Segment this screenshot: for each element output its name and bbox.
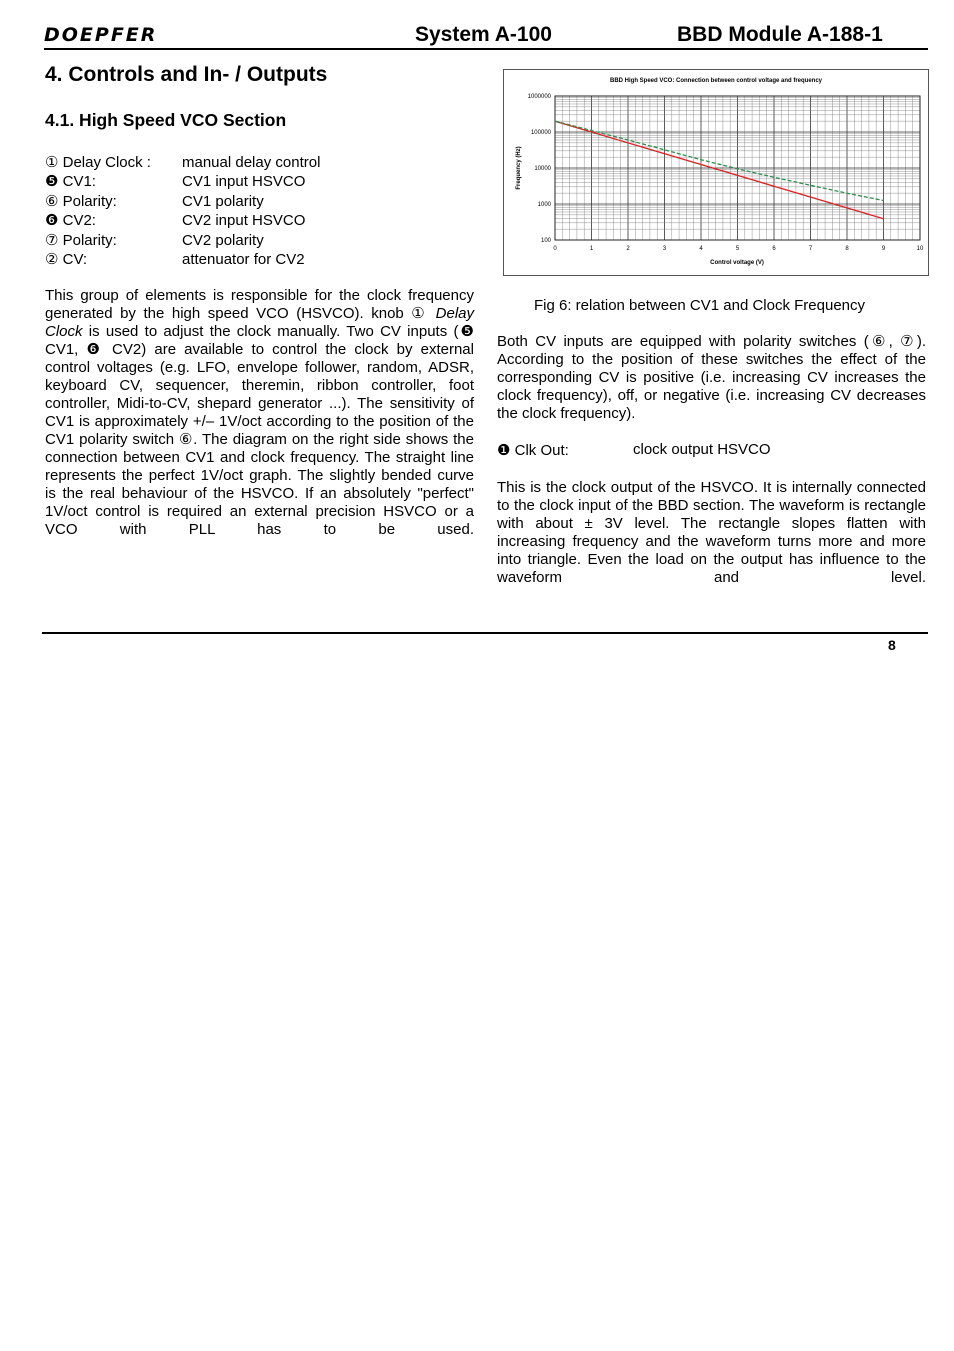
x-tick-label: 10 [916, 246, 924, 252]
frequency-chart-svg [504, 70, 928, 275]
chart-ylabel: Frequency (Hz) [516, 146, 522, 190]
y-tick-label: 1000 [537, 202, 551, 208]
left-paragraph [45, 287, 474, 539]
figure-caption: Fig 6: relation between CV1 and Clock Frequency [534, 297, 866, 314]
doepfer-logo: DOEPFER [44, 24, 158, 46]
delay-clock-term: Delay Clock [45, 305, 474, 340]
chart-xlabel: Control voltage (V) [710, 260, 764, 266]
left-paragraph-part1: This group of elements is responsible for the clock frequency generated by the high speed VCO (HSVCO). knob ① [45, 287, 474, 322]
control-value: CV2 input HSVCO [182, 212, 306, 230]
y-tick-label: 1000000 [527, 94, 551, 100]
control-value: CV1 input HSVCO [182, 173, 306, 191]
clk-out-key: ❶ Clk Out: [497, 442, 569, 459]
control-key: ② CV: [45, 250, 88, 268]
x-tick-label: 3 [662, 246, 667, 252]
page-number: 8 [888, 637, 896, 653]
control-value: attenuator for CV2 [182, 250, 305, 268]
control-key: ⑥ Polarity: [45, 192, 117, 210]
control-key: ① Delay Clock : [45, 154, 151, 171]
footer-rule [42, 632, 928, 634]
header-system: System A-100 [415, 23, 552, 46]
control-value: CV1 polarity [182, 192, 264, 210]
y-tick-label: 100 [540, 238, 551, 244]
control-value: CV2 polarity [182, 231, 264, 249]
frequency-chart [503, 69, 929, 276]
clk-out-value: clock output HSVCO [633, 441, 771, 458]
x-tick-label: 6 [772, 246, 776, 252]
left-paragraph-part2: is used to adjust the clock manually. Two CV inputs (❺ CV1, ❻ CV2) are available to control the clock by external control voltages (e.g. LFO, envelope follower, random, ADSR, keyboard CV, sequencer, theremin, ribbon controller, foot controller, Midi-to-CV, shepard generator ...). The sensitivity of CV1 is approximately +/– 1V/oct according to the position of the CV1 polarity switch ⑥. The diagram on the right side shows the connection between CV1 and clock frequency. The straight line represents the perfect 1V/oct graph. The slightly bended curve is the real behaviour of the HSVCO. If an absolutely "perfect" 1V/oct control is required an external precision HSVCO or a VCO with PLL has to be used. [45, 323, 474, 538]
control-value: manual delay control [182, 154, 321, 171]
x-tick-label: 4 [699, 246, 703, 252]
y-tick-label: 10000 [534, 166, 551, 172]
x-tick-label: 7 [808, 246, 813, 252]
x-tick-label: 0 [553, 246, 557, 252]
clk-out-item [497, 441, 771, 459]
y-tick-label: 100000 [530, 130, 551, 136]
x-tick-label: 8 [845, 246, 849, 252]
right-paragraph-2: This is the clock output of the HSVCO. It is internally connected to the clock input of the BBD section. The waveform is rectangle with about ± 3V level. The rectangle slopes flatten with increasing frequency and the waveform turns more and more into triangle. Even the load on the output has influence to the waveform and level. [497, 479, 926, 586]
x-tick-label: 9 [881, 246, 886, 252]
section-title: 4. Controls and In- / Outputs [45, 63, 328, 86]
x-tick-label: 5 [735, 246, 740, 252]
series-line [555, 121, 884, 200]
subsection-title: 4.1. High Speed VCO Section [45, 110, 287, 130]
chart-ticks [528, 94, 924, 252]
control-key: ❻ CV2: [45, 212, 96, 230]
x-tick-label: 2 [626, 246, 630, 252]
chart-grid [555, 96, 920, 240]
header-rule [44, 48, 928, 50]
header-module: BBD Module A-188-1 [677, 23, 883, 46]
x-tick-label: 1 [589, 246, 594, 252]
right-paragraph-1: Both CV inputs are equipped with polarity switches (⑥, ⑦). According to the position of these switches the effect of the corresponding CV is positive (i.e. increasing CV increases the clock frequency), off, or negative (i.e. increasing CV decreases the clock frequency). [497, 333, 926, 422]
chart-title: BBD High Speed VCO: Connection between control voltage and frequency [609, 78, 823, 84]
control-key: ⑦ Polarity: [45, 231, 117, 249]
control-key: ❺ CV1: [45, 173, 96, 191]
